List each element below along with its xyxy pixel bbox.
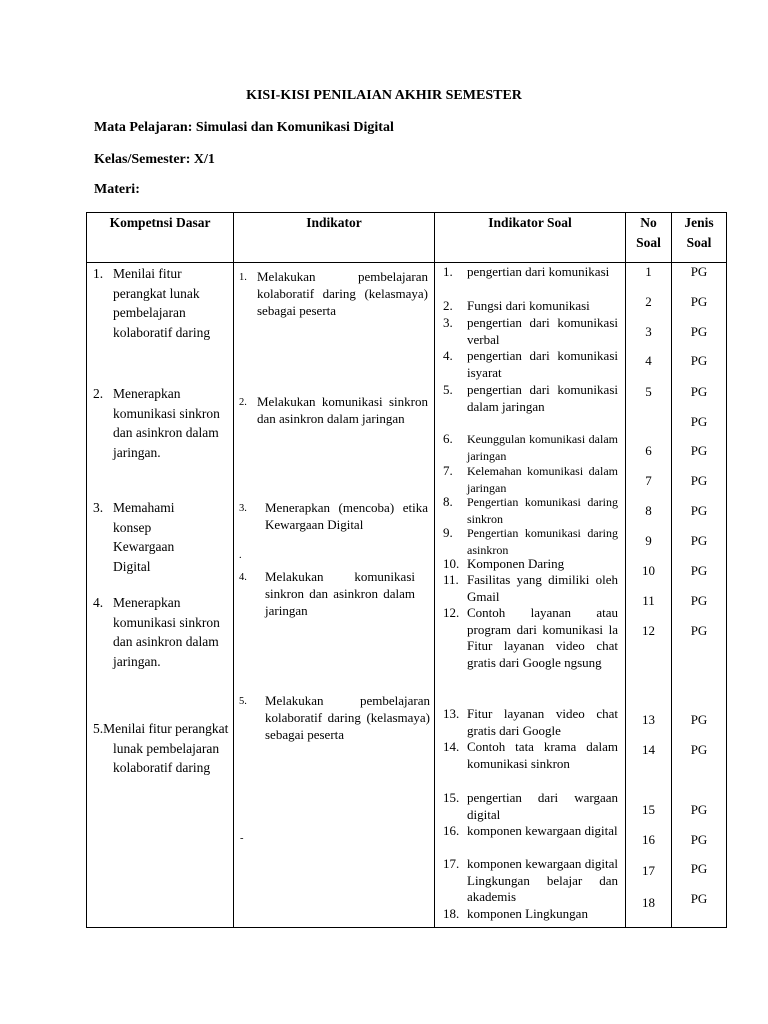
soal-text: Keunggulan komunikasi dalam jaringan: [467, 432, 618, 463]
jenis-soal-cell: PG: [690, 503, 708, 518]
no-soal-cell: 13: [642, 712, 655, 727]
header-kompetensi-dasar: Kompetnsi Dasar: [109, 215, 211, 230]
no-soal-cell: 1: [645, 264, 652, 279]
soal-number: 7.: [443, 463, 453, 478]
soal-text: Fungsi dari komunikasi: [467, 298, 590, 313]
jenis-soal-cell: PG: [690, 593, 708, 608]
header-jenis-line1: Jenis: [684, 215, 714, 230]
no-soal-cell: 6: [645, 443, 652, 458]
soal-number: 9.: [443, 525, 453, 540]
soal-text: Contoh layanan atau program dari komunikasi la Fitur layanan video chat gratis dari Google ngsung: [467, 605, 618, 670]
jenis-soal-cell: PG: [690, 324, 708, 339]
soal-number: 14.: [443, 739, 460, 754]
jenis-soal-cell: PG: [690, 414, 708, 429]
soal-number: 10.: [443, 556, 460, 571]
no-soal-cell: 12: [642, 623, 655, 638]
indikator-text: Melakukan komunikasi sinkron dan asinkron dalam jaringan: [257, 394, 428, 426]
header-jenis-soal: [672, 213, 726, 253]
jenis-soal-cell: PG: [690, 264, 708, 279]
column-divider: [233, 212, 234, 928]
soal-text: Fasilitas yang dimiliki oleh Gmail: [467, 572, 618, 604]
soal-number: 15.: [443, 790, 460, 805]
soal-text: Contoh tata krama dalam komunikasi sinkron: [467, 739, 618, 771]
materi-label: Materi:: [94, 182, 140, 197]
jenis-soal-cell: PG: [690, 861, 708, 876]
indikator-text: Melakukan komunikasi sinkron dan asinkron dalam jaringan: [265, 569, 415, 618]
kompetensi-number: 1.: [93, 266, 104, 281]
soal-number: 2.: [443, 298, 453, 313]
header-no-line1: No: [640, 215, 657, 230]
table-border-left: [86, 212, 87, 928]
soal-text: Kelemahan komunikasi dalam jaringan: [467, 464, 618, 495]
kompetensi-text: Menerapkan komunikasi sinkron dan asinkron dalam jaringan.: [113, 595, 220, 669]
kompetensi-number: 3.: [93, 500, 104, 515]
kompetensi-text: Menerapkan komunikasi sinkron dan asinkron dalam jaringan.: [113, 386, 220, 460]
no-soal-cell: 15: [642, 802, 655, 817]
stray-dot-mark: .: [239, 550, 242, 561]
jenis-soal-cell: PG: [690, 623, 708, 638]
soal-number: 16.: [443, 823, 460, 838]
soal-text: pengertian dari komunikasi dalam jaringan: [467, 382, 618, 414]
soal-text: pengertian dari komunikasi: [467, 264, 610, 279]
indikator-number: 5.: [239, 696, 247, 707]
class-semester-line: Kelas/Semester: X/1: [94, 152, 215, 167]
stray-dash-mark: -: [240, 833, 244, 844]
soal-text: komponen kewargaan digital: [467, 823, 618, 838]
soal-number: 12.: [443, 605, 460, 620]
no-soal-cell: 5: [645, 384, 652, 399]
soal-number: 11.: [443, 572, 459, 587]
jenis-soal-cell: PG: [690, 891, 708, 906]
indikator-number: 2.: [239, 397, 247, 408]
jenis-soal-cell: PG: [690, 742, 708, 757]
soal-text: Pengertian komunikasi daring asinkron: [467, 526, 618, 557]
kompetensi-number: 4.: [93, 595, 104, 610]
header-no-soal: [626, 213, 671, 253]
soal-number: 6.: [443, 431, 453, 446]
indikator-number: 4.: [239, 572, 247, 583]
kompetensi-text: 5.Menilai fitur perangkat lunak pembelajaran kolaboratif daring: [93, 721, 229, 775]
soal-number: 17.: [443, 856, 460, 871]
soal-number: 1.: [443, 264, 453, 279]
soal-number: 5.: [443, 382, 453, 397]
no-soal-cell: 8: [645, 503, 652, 518]
subject-line: Mata Pelajaran: Simulasi dan Komunikasi Digital: [94, 120, 394, 135]
jenis-soal-cell: PG: [690, 832, 708, 847]
soal-text: pengertian dari wargaan digital: [467, 790, 618, 822]
jenis-soal-cell: PG: [690, 533, 708, 548]
jenis-soal-cell: PG: [690, 473, 708, 488]
indikator-number: 3.: [239, 503, 247, 514]
soal-text: pengertian dari komunikasi verbal: [467, 315, 618, 347]
no-soal-cell: 2: [645, 294, 652, 309]
jenis-soal-cell: PG: [690, 353, 708, 368]
soal-text: Komponen Daring: [467, 556, 565, 571]
soal-number: 8.: [443, 494, 453, 509]
indikator-text: Menerapkan (mencoba) etika Kewargaan Digital: [265, 500, 428, 532]
kompetensi-number: 2.: [93, 386, 104, 401]
soal-text: Fitur layanan video chat gratis dari Google: [467, 706, 618, 738]
soal-number: 3.: [443, 315, 453, 330]
indikator-text: Melakukan pembelajaran kolaboratif daring (kelasmaya) sebagai peserta: [257, 269, 428, 318]
table-header-divider: [86, 262, 727, 263]
table-border-bottom: [86, 927, 727, 928]
header-indikator-soal: Indikator Soal: [488, 215, 572, 230]
soal-number: 4.: [443, 348, 453, 363]
jenis-soal-cell: PG: [690, 294, 708, 309]
soal-number: 18.: [443, 906, 460, 921]
indikator-text: Melakukan pembelajaran kolaboratif daring (kelasmaya) sebagai peserta: [265, 693, 430, 742]
kompetensi-text: Memahami konsep Kewargaan Digital: [113, 500, 175, 574]
document-title: KISI-KISI PENILAIAN AKHIR SEMESTER: [246, 88, 522, 103]
no-soal-cell: 3: [645, 324, 652, 339]
header-jenis-line2: Soal: [686, 235, 712, 250]
jenis-soal-cell: PG: [690, 712, 708, 727]
soal-text: pengertian dari komunikasi isyarat: [467, 348, 618, 380]
no-soal-cell: 17: [642, 863, 655, 878]
no-soal-cell: 7: [645, 473, 652, 488]
no-soal-cell: 9: [645, 533, 652, 548]
soal-text: komponen kewargaan digital Lingkungan belajar dan akademis: [467, 856, 618, 904]
no-soal-cell: 11: [642, 593, 655, 608]
header-indikator: Indikator: [306, 215, 362, 230]
soal-text: komponen Lingkungan: [467, 906, 588, 921]
no-soal-cell: 10: [642, 563, 655, 578]
jenis-soal-cell: PG: [690, 443, 708, 458]
no-soal-cell: 18: [642, 895, 655, 910]
soal-text: Pengertian komunikasi daring sinkron: [467, 495, 618, 526]
header-no-line2: Soal: [636, 235, 661, 250]
column-divider: [434, 212, 435, 928]
soal-number: 13.: [443, 706, 460, 721]
no-soal-cell: 4: [645, 353, 652, 368]
indikator-number: 1.: [239, 272, 247, 283]
jenis-soal-cell: PG: [690, 563, 708, 578]
no-soal-cell: 14: [642, 742, 655, 757]
table-border-right: [726, 212, 727, 928]
jenis-soal-cell: PG: [690, 802, 708, 817]
kompetensi-text: Menilai fitur perangkat lunak pembelajaran kolaboratif daring: [113, 266, 211, 340]
jenis-soal-cell: PG: [690, 384, 708, 399]
no-soal-cell: 16: [642, 832, 655, 847]
